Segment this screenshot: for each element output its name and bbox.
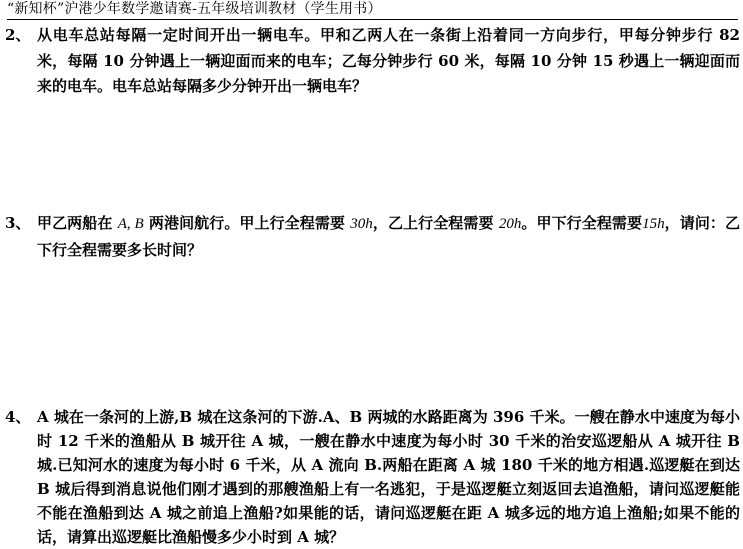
problem-text: 从电车总站每隔一定时间开出一辆电车。甲和乙两人在一条街上沿着同一方向步行，甲每分钟步行 82 米，每隔 10 分钟遇上一辆迎面而来的电车；乙每分钟步行 60 米，每隔 10 分钟 15 秒遇上一辆迎面而来的电车。电车总站每隔多少分钟开出一辆电车？	[37, 26, 740, 95]
problem-number: 3、	[5, 214, 31, 232]
header-divider	[7, 19, 738, 20]
problem-number: 2、	[5, 26, 31, 44]
problem-number: 4、	[5, 408, 31, 426]
problem-text-part: 两港间航行。甲上行全程需要	[143, 214, 351, 232]
problem-text-part: 甲乙两船在	[37, 214, 118, 232]
problem-text	[37, 211, 740, 263]
problem-text-part: ，请问：乙下行全程需要多长时间？	[37, 214, 740, 259]
problem-text: A 城在一条河的上游,B 城在这条河的下游.A、B 两城的水路距离为 396 千米。一艘在静水中速度为每小时 12 千米的渔船从 B 城开往 A 城，一艘在静水中速度为每小时 30 千米的治安巡逻船从 A 城开往 B 城.已知河水的速度为每小时 6 千米，从 A 流向 B.两船在距离 A 城 180 千米的地方相遇.巡逻艇在到达 B 城后得到消息说他们刚才遇到的那艘渔船上有一名逃犯，于是巡逻艇立刻返回去追渔船，请问巡逻艇能不能在渔船到达 A 城之前追上渔船?如果能的话，请问巡逻艇在距 A 城多远的地方追上渔船;如果不能的话，请算出巡逻艇比渔船慢多少小时到 A 城？	[37, 408, 740, 546]
page-header: “新知杯”沪港少年数学邀请赛-五年级培训教材（学生用书）	[7, 1, 382, 17]
problem-text-part: 。甲下行全程需要	[521, 214, 643, 232]
problem-text-part: ，乙上行全程需要	[372, 214, 499, 232]
math-expression: 15h	[642, 216, 665, 232]
math-expression: 30h	[350, 216, 373, 232]
math-expression: A, B	[117, 216, 144, 232]
problem-4	[0, 405, 743, 545]
problem-3	[0, 211, 743, 266]
problem-2	[0, 23, 743, 103]
math-expression: 20h	[498, 216, 522, 232]
